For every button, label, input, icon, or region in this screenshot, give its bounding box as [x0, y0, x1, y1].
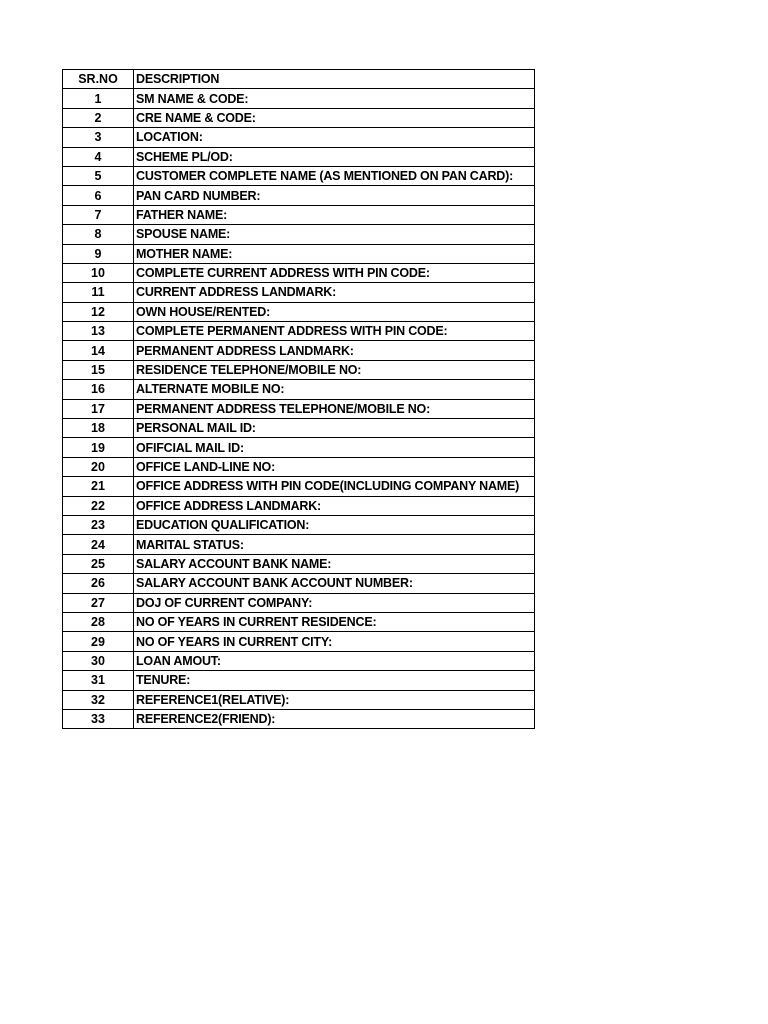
- table-body: [63, 89, 535, 729]
- table-row: [63, 515, 535, 534]
- row-sr-no: 23: [63, 515, 134, 534]
- table-row: [63, 612, 535, 631]
- row-sr-no: 12: [63, 302, 134, 321]
- table-row: [63, 341, 535, 360]
- row-sr-no: 4: [63, 147, 134, 166]
- table-row: [63, 283, 535, 302]
- table-row: [63, 322, 535, 341]
- row-sr-no: 21: [63, 477, 134, 496]
- table-header-row: [63, 70, 535, 89]
- table-row: [63, 535, 535, 554]
- row-description: COMPLETE PERMANENT ADDRESS WITH PIN CODE:: [134, 322, 535, 341]
- table-row: [63, 89, 535, 108]
- table-row: [63, 360, 535, 379]
- row-description: RESIDENCE TELEPHONE/MOBILE NO:: [134, 360, 535, 379]
- row-description: TENURE:: [134, 671, 535, 690]
- row-sr-no: 13: [63, 322, 134, 341]
- row-sr-no: 15: [63, 360, 134, 379]
- row-sr-no: 29: [63, 632, 134, 651]
- row-description: SALARY ACCOUNT BANK NAME:: [134, 554, 535, 573]
- row-sr-no: 27: [63, 593, 134, 612]
- row-description: LOCATION:: [134, 128, 535, 147]
- row-sr-no: 5: [63, 166, 134, 185]
- row-sr-no: 33: [63, 709, 134, 728]
- row-sr-no: 9: [63, 244, 134, 263]
- table-row: [63, 593, 535, 612]
- row-description: PERMANENT ADDRESS TELEPHONE/MOBILE NO:: [134, 399, 535, 418]
- row-description: MARITAL STATUS:: [134, 535, 535, 554]
- row-sr-no: 24: [63, 535, 134, 554]
- table-row: [63, 438, 535, 457]
- table-row: [63, 671, 535, 690]
- table-row: [63, 263, 535, 282]
- row-description: MOTHER NAME:: [134, 244, 535, 263]
- row-description: ALTERNATE MOBILE NO:: [134, 380, 535, 399]
- row-description: SALARY ACCOUNT BANK ACCOUNT NUMBER:: [134, 574, 535, 593]
- row-sr-no: 8: [63, 225, 134, 244]
- table-row: [63, 380, 535, 399]
- row-description: REFERENCE2(FRIEND):: [134, 709, 535, 728]
- row-description: SM NAME & CODE:: [134, 89, 535, 108]
- header-description: DESCRIPTION: [134, 70, 535, 89]
- row-sr-no: 17: [63, 399, 134, 418]
- row-sr-no: 20: [63, 457, 134, 476]
- details-form-table: [62, 69, 535, 729]
- table-row: [63, 205, 535, 224]
- table-row: [63, 554, 535, 573]
- row-sr-no: 14: [63, 341, 134, 360]
- row-sr-no: 6: [63, 186, 134, 205]
- table-row: [63, 302, 535, 321]
- row-description: PERSONAL MAIL ID:: [134, 419, 535, 438]
- row-description: LOAN AMOUT:: [134, 651, 535, 670]
- table-row: [63, 651, 535, 670]
- row-sr-no: 2: [63, 108, 134, 127]
- row-sr-no: 19: [63, 438, 134, 457]
- row-description: PAN CARD NUMBER:: [134, 186, 535, 205]
- row-sr-no: 31: [63, 671, 134, 690]
- row-sr-no: 10: [63, 263, 134, 282]
- table-row: [63, 225, 535, 244]
- row-description: CURRENT ADDRESS LANDMARK:: [134, 283, 535, 302]
- row-description: CRE NAME & CODE:: [134, 108, 535, 127]
- table-row: [63, 147, 535, 166]
- row-description: NO OF YEARS IN CURRENT RESIDENCE:: [134, 612, 535, 631]
- row-description: REFERENCE1(RELATIVE):: [134, 690, 535, 709]
- row-description: DOJ OF CURRENT COMPANY:: [134, 593, 535, 612]
- row-sr-no: 16: [63, 380, 134, 399]
- table-row: [63, 244, 535, 263]
- table-row: [63, 166, 535, 185]
- row-sr-no: 7: [63, 205, 134, 224]
- table-row: [63, 128, 535, 147]
- row-description: OFFICE ADDRESS WITH PIN CODE(INCLUDING COMPANY NAME): [134, 477, 535, 496]
- row-description: SPOUSE NAME:: [134, 225, 535, 244]
- table-row: [63, 709, 535, 728]
- row-sr-no: 25: [63, 554, 134, 573]
- row-sr-no: 18: [63, 419, 134, 438]
- table-row: [63, 690, 535, 709]
- row-description: EDUCATION QUALIFICATION:: [134, 515, 535, 534]
- row-description: OWN HOUSE/RENTED:: [134, 302, 535, 321]
- table-row: [63, 186, 535, 205]
- row-description: PERMANENT ADDRESS LANDMARK:: [134, 341, 535, 360]
- table-row: [63, 457, 535, 476]
- table-row: [63, 574, 535, 593]
- row-description: OFFICE LAND-LINE NO:: [134, 457, 535, 476]
- table-row: [63, 496, 535, 515]
- row-sr-no: 3: [63, 128, 134, 147]
- row-description: CUSTOMER COMPLETE NAME (AS MENTIONED ON PAN CARD):: [134, 166, 535, 185]
- row-sr-no: 26: [63, 574, 134, 593]
- table-row: [63, 108, 535, 127]
- row-description: SCHEME PL/OD:: [134, 147, 535, 166]
- row-description: OFFICE ADDRESS LANDMARK:: [134, 496, 535, 515]
- table-row: [63, 477, 535, 496]
- row-sr-no: 22: [63, 496, 134, 515]
- row-sr-no: 30: [63, 651, 134, 670]
- table-row: [63, 632, 535, 651]
- row-description: FATHER NAME:: [134, 205, 535, 224]
- row-description: COMPLETE CURRENT ADDRESS WITH PIN CODE:: [134, 263, 535, 282]
- row-description: OFIFCIAL MAIL ID:: [134, 438, 535, 457]
- row-sr-no: 28: [63, 612, 134, 631]
- row-sr-no: 11: [63, 283, 134, 302]
- row-sr-no: 1: [63, 89, 134, 108]
- row-sr-no: 32: [63, 690, 134, 709]
- header-sr-no: SR.NO: [63, 70, 134, 89]
- row-description: NO OF YEARS IN CURRENT CITY:: [134, 632, 535, 651]
- table-row: [63, 399, 535, 418]
- table-row: [63, 419, 535, 438]
